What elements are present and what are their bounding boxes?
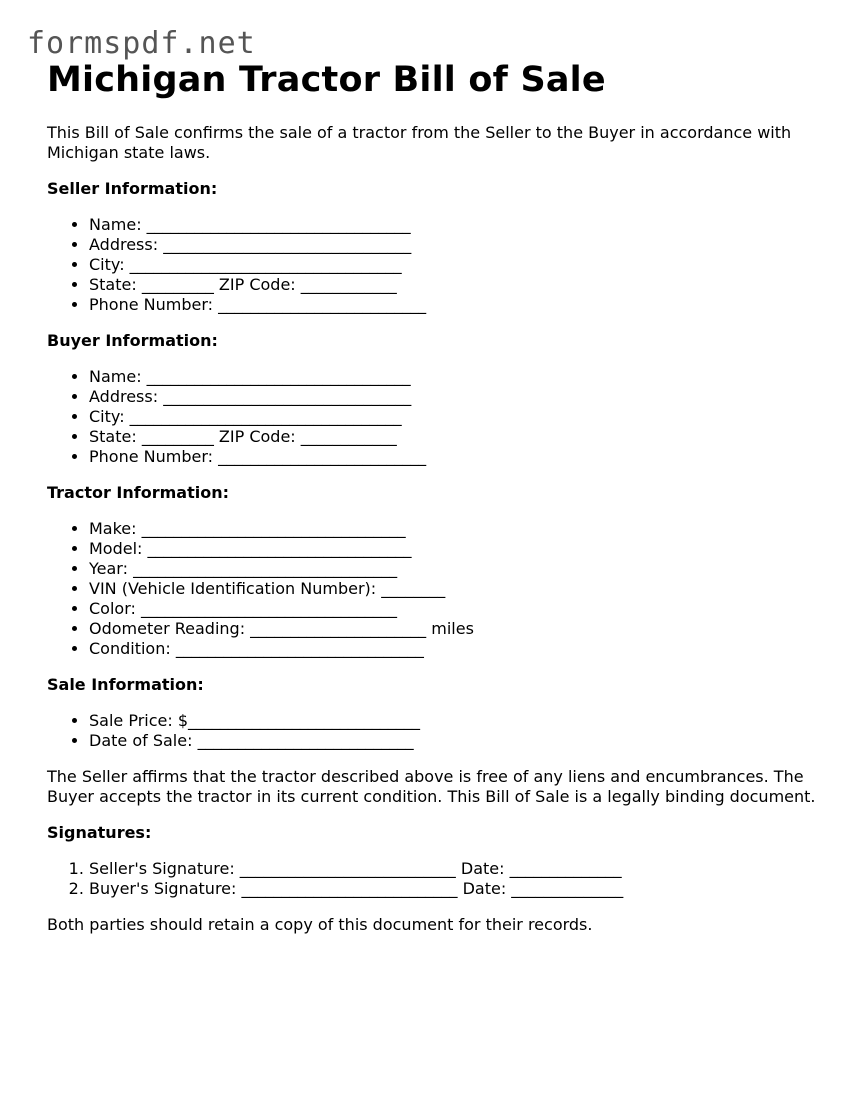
tractor-section-heading: Tractor Information: — [47, 483, 229, 502]
sale-fields-list — [47, 711, 837, 751]
seller-section-heading: Seller Information: — [47, 179, 218, 198]
tractor-make-field[interactable]: • Make: _________________________________ — [89, 519, 837, 539]
closing-paragraph: Both parties should retain a copy of this document for their records. — [47, 915, 593, 934]
page-title: Michigan Tractor Bill of Sale — [47, 60, 606, 100]
seller-city-field[interactable]: • City: __________________________________ — [89, 255, 837, 275]
signatures-section-heading: Signatures: — [47, 823, 152, 842]
signatures-list — [47, 859, 837, 899]
tractor-condition-field[interactable]: • Condition: _______________________________ — [89, 639, 837, 659]
sale-price-field[interactable]: • Sale Price: $_____________________________ — [89, 711, 837, 731]
tractor-model-field[interactable]: • Model: _________________________________ — [89, 539, 837, 559]
seller-name-field[interactable]: • Name: _________________________________ — [89, 215, 837, 235]
seller-phone-field[interactable]: • Phone Number: __________________________ — [89, 295, 837, 315]
intro-paragraph: This Bill of Sale confirms the sale of a tractor from the Seller to the Buyer in accordance with Michigan state laws. — [47, 123, 792, 162]
seller-address-field[interactable]: • Address: _______________________________ — [89, 235, 837, 255]
seller-signature-field[interactable]: 1. Seller's Signature: ___________________________ Date: ______________ — [89, 859, 837, 879]
buyer-fields-list — [47, 367, 837, 467]
watermark-logo: formspdf.net — [27, 26, 256, 61]
sale-date-field[interactable]: • Date of Sale: ___________________________ — [89, 731, 837, 751]
seller-fields-list — [47, 215, 837, 315]
document-page — [47, 58, 837, 935]
tractor-fields-list — [47, 519, 837, 659]
buyer-address-field[interactable]: • Address: _______________________________ — [89, 387, 837, 407]
buyer-phone-field[interactable]: • Phone Number: __________________________ — [89, 447, 837, 467]
tractor-odometer-field[interactable]: • Odometer Reading: ______________________ miles — [89, 619, 837, 639]
affirmation-paragraph: The Seller affirms that the tractor described above is free of any liens and encumbrances. The Buyer accepts the tractor in its current condition. This Bill of Sale is a legally binding document. — [47, 767, 816, 806]
buyer-section-heading: Buyer Information: — [47, 331, 218, 350]
tractor-year-field[interactable]: • Year: _________________________________ — [89, 559, 837, 579]
buyer-city-field[interactable]: • City: __________________________________ — [89, 407, 837, 427]
tractor-color-field[interactable]: • Color: ________________________________ — [89, 599, 837, 619]
buyer-signature-field[interactable]: 2. Buyer's Signature: ___________________________ Date: ______________ — [89, 879, 837, 899]
seller-state-zip-field[interactable]: • State: _________ ZIP Code: ____________ — [89, 275, 837, 295]
buyer-state-zip-field[interactable]: • State: _________ ZIP Code: ____________ — [89, 427, 837, 447]
sale-section-heading: Sale Information: — [47, 675, 204, 694]
tractor-vin-field[interactable]: • VIN (Vehicle Identification Number): ________ — [89, 579, 837, 599]
buyer-name-field[interactable]: • Name: _________________________________ — [89, 367, 837, 387]
